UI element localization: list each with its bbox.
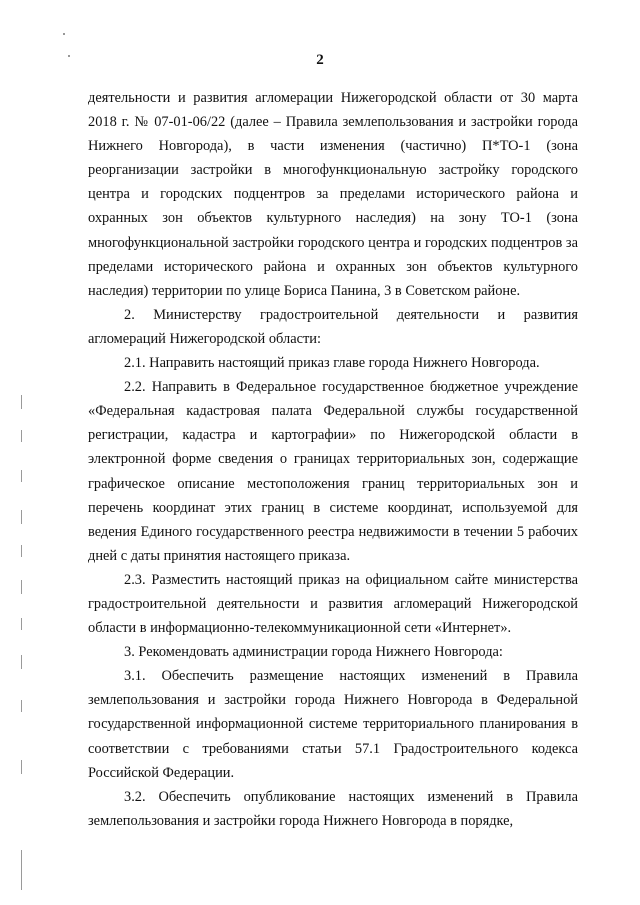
paragraph-item-3-2: 3.2. Обеспечить опубликование настоящих изменений в Правила землепользования и застройки города Нижнего Новгорода в порядке, bbox=[88, 788, 578, 829]
scan-edge-mark bbox=[21, 618, 22, 630]
scan-edge-mark bbox=[21, 510, 22, 524]
paragraph-item-2-2: 2.2. Направить в Федеральное государственное бюджетное учреждение «Федеральная кадастровая палата Федеральной службы государственной регистрации, кадастра и картографии» по Нижегородской области в электронной форме сведения о границах территориальных зон, содержащие графическое описание местоположения границ территориальных зон и перечень координат этих границ в системе координат, используемой для ведения Единого государственного реестра недвижимости в течении 5 рабочих дней с даты принятия настоящего приказа. bbox=[88, 379, 578, 564]
scan-edge-mark bbox=[21, 430, 22, 442]
paragraph-item-3: 3. Рекомендовать администрации города Нижнего Новгорода: bbox=[124, 644, 503, 661]
scan-edge-mark bbox=[21, 850, 22, 890]
paragraph-item-2: 2. Министерству градостроительной деятельности и развития агломераций Нижегородской области: bbox=[88, 306, 578, 347]
scan-edge-mark bbox=[21, 700, 22, 712]
paragraph-continuation: деятельности и развития агломерации Нижегородской области от 30 марта 2018 г. № 07-01-06/22 (далее – Правила землепользования и застройки города Нижнего Новгорода), в части изменения (частично) П*ТО-1 (зона реорганизации застройки в многофункциональную застройку городского центра и городских подцентров за пределами исторического района и охранных зон объектов культурного наследия) на зону ТО-1 (зона многофункциональной застройки городского центра и городских подцентров за пределами исторического района и охранных зон объектов культурного наследия) территории по улице Бориса Панина, 3 в Советском районе. bbox=[88, 90, 578, 299]
paragraph-item-2-1: 2.1. Направить настоящий приказ главе города Нижнего Новгорода. bbox=[124, 355, 540, 372]
scan-edge-mark bbox=[21, 655, 22, 669]
scan-edge-mark bbox=[21, 395, 22, 409]
scan-edge-mark bbox=[21, 545, 22, 557]
paragraph-item-2-3: 2.3. Разместить настоящий приказ на официальном сайте министерства градостроительной деятельности и развития агломераций Нижегородской области в информационно-телекоммуникационной сети «Интернет». bbox=[88, 571, 578, 637]
scan-dot bbox=[63, 33, 65, 35]
page-number: 2 bbox=[316, 52, 324, 68]
scan-edge-mark bbox=[21, 580, 22, 594]
document-body bbox=[88, 86, 578, 833]
scan-edge-mark bbox=[21, 470, 22, 482]
scan-edge-mark bbox=[21, 760, 22, 774]
paragraph-item-3-1: 3.1. Обеспечить размещение настоящих изменений в Правила землепользования и застройки города Нижнего Новгорода в Федеральной государственной информационной системе территориального планирования в соответствии с требованиями статьи 57.1 Градостроительного кодекса Российской Федерации. bbox=[88, 668, 578, 781]
